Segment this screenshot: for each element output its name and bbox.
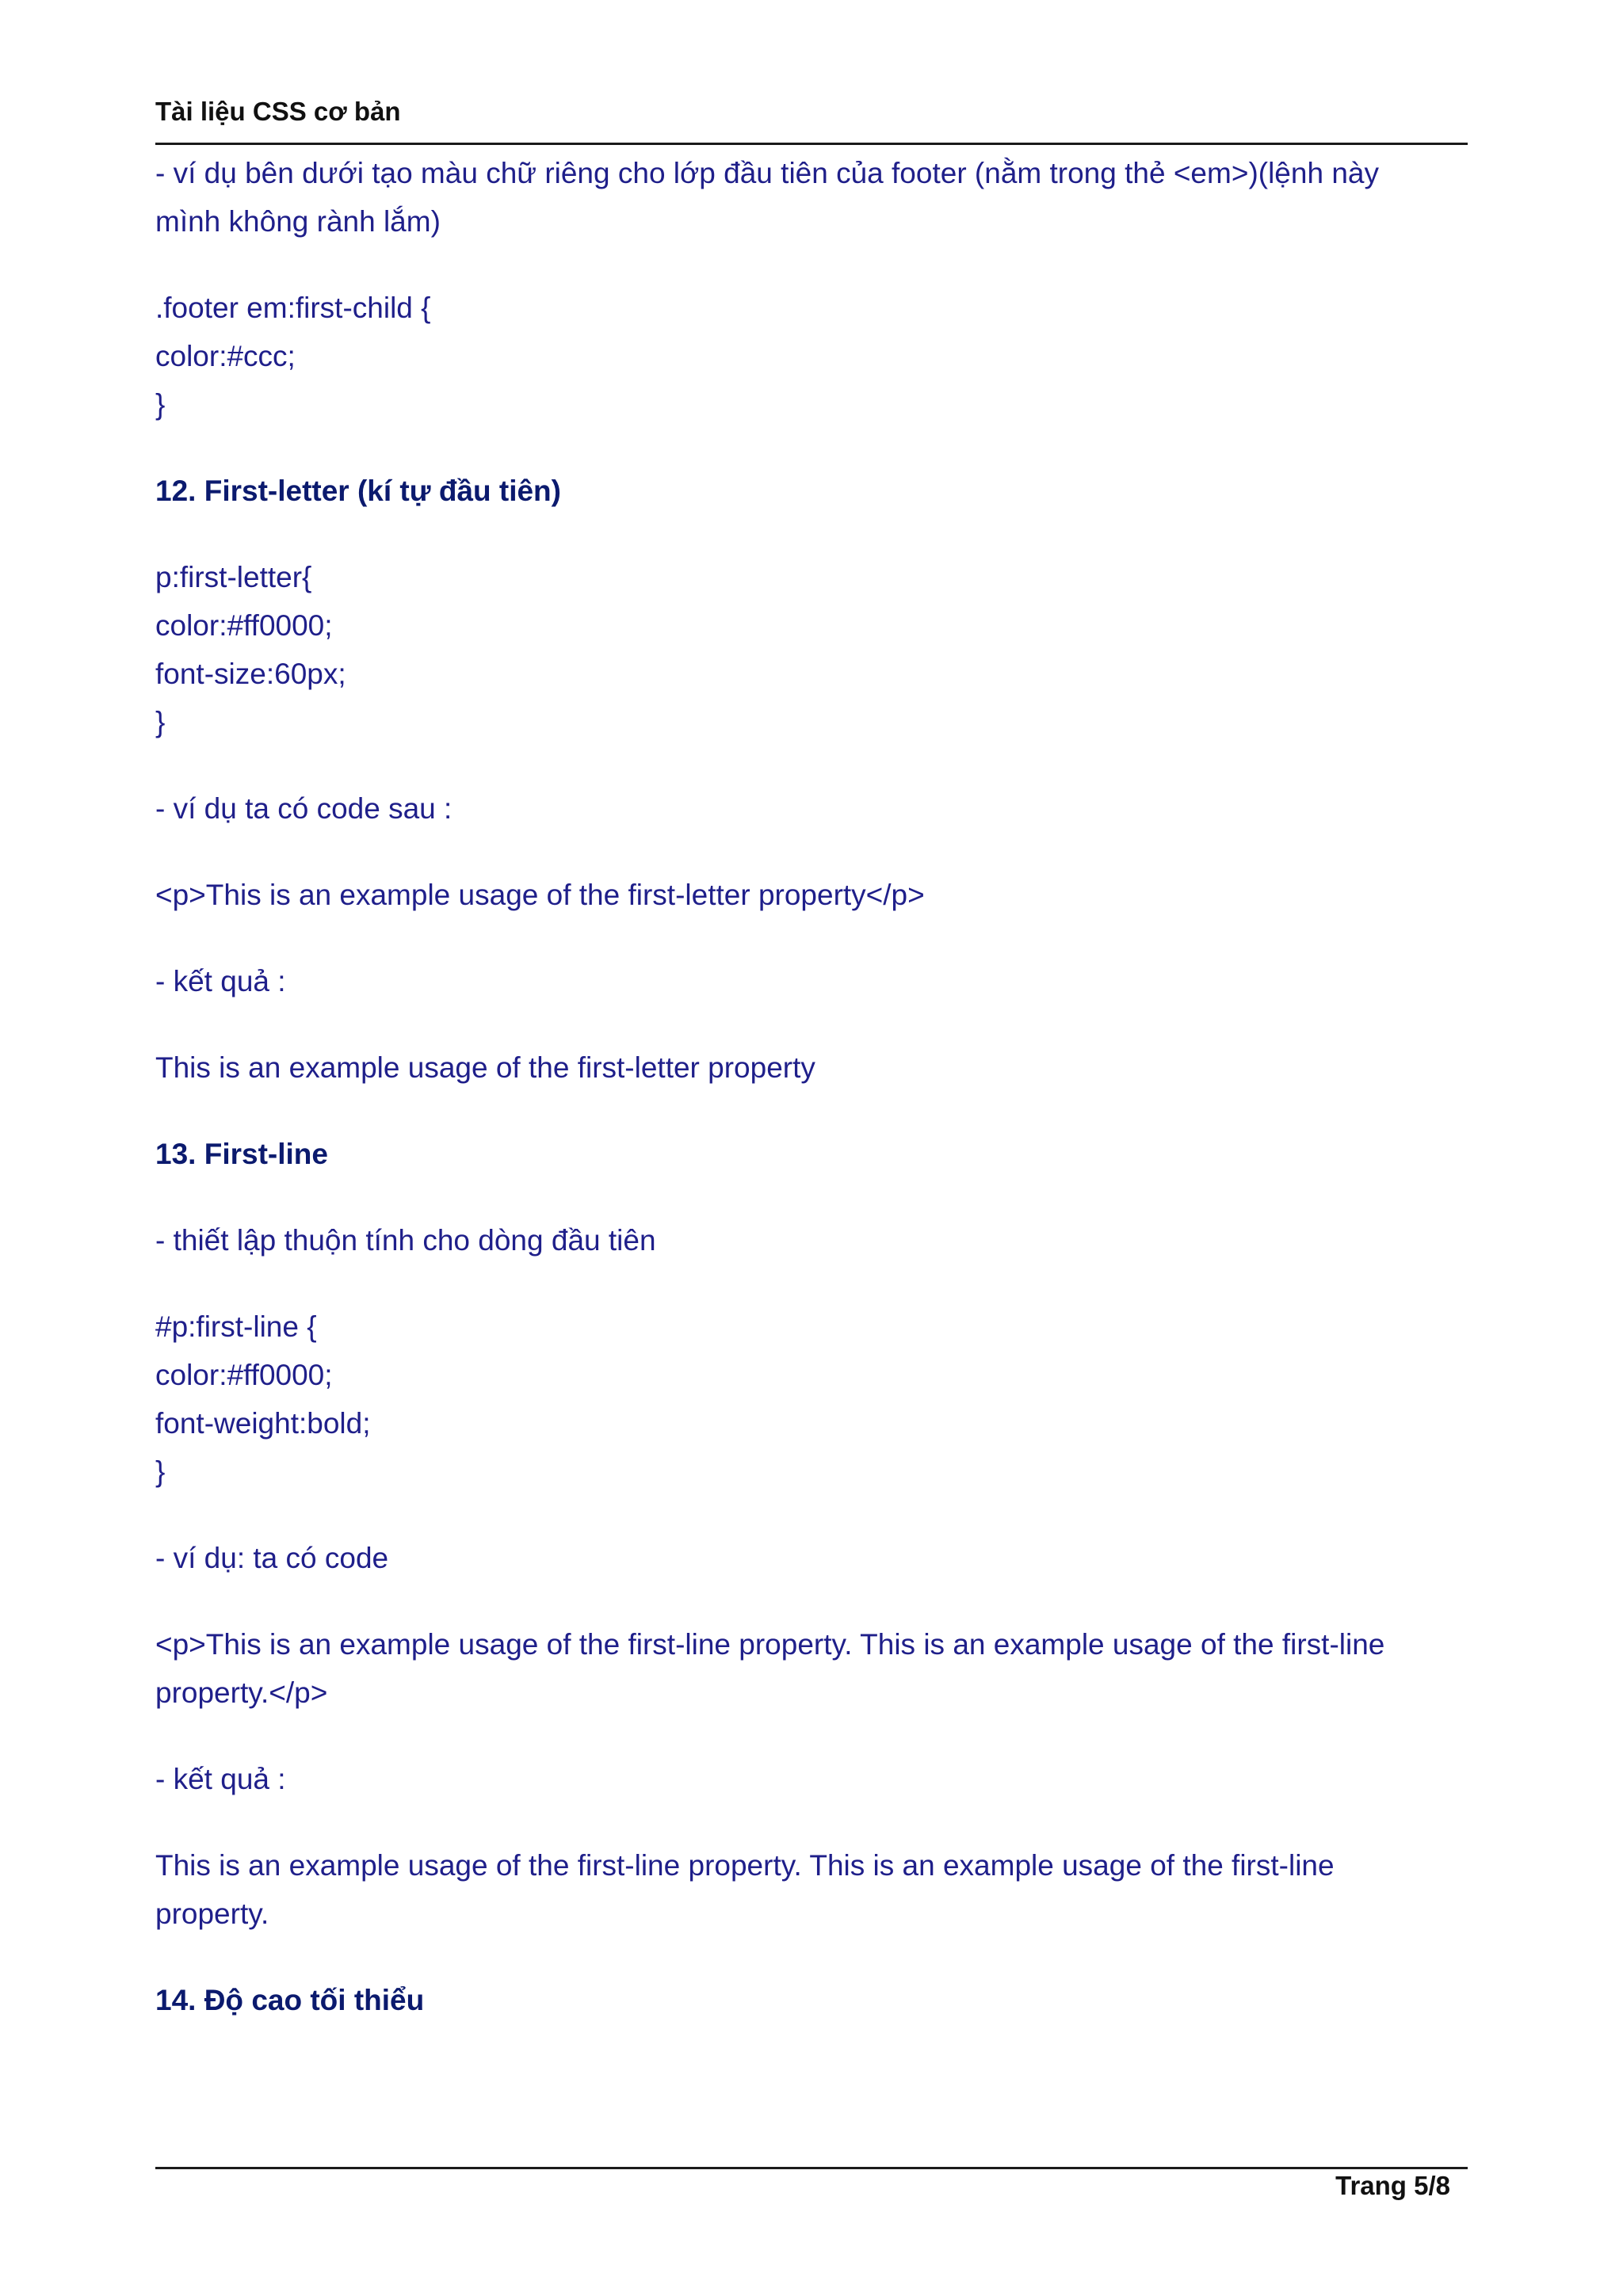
example-code-2-line-1: <p>This is an example usage of the first-line property. This is an example usage of the first-line — [155, 1628, 1385, 1661]
result-text-2-line-1: This is an example usage of the first-line property. This is an example usage of the first-line — [155, 1849, 1335, 1882]
code-block-2-line-1: p:first-letter{ — [155, 561, 312, 593]
intro-text-line-2: mình không rành lắm) — [155, 205, 441, 238]
code-block-1-line-1: .footer em:first-child { — [155, 292, 431, 324]
footer-divider — [155, 2167, 1468, 2169]
result-text-2-line-2: property. — [155, 1897, 269, 1930]
code-block-1-line-3: } — [155, 388, 166, 421]
code-block-3-line-1: #p:first-line { — [155, 1310, 317, 1343]
intro-text-line-1: - ví dụ bên dưới tạo màu chữ riêng cho lớp đầu tiên của footer (nằm trong thẻ <em>)(lệnh này — [155, 157, 1379, 189]
code-block-2-line-2: color:#ff0000; — [155, 609, 333, 642]
code-block-3-line-3: font-weight:bold; — [155, 1407, 371, 1440]
document-header-title: Tài liệu CSS cơ bản — [155, 97, 401, 126]
result-label-2: - kết quả : — [155, 1763, 286, 1795]
page-number: Trang 5/8 — [1335, 2171, 1450, 2200]
result-text-1: This is an example usage of the first-letter property — [155, 1051, 815, 1084]
example-code-2-line-2: property.</p> — [155, 1676, 328, 1709]
header-divider — [155, 143, 1468, 145]
code-block-2-line-3: font-size:60px; — [155, 658, 346, 690]
section-heading-13: 13. First-line — [155, 1138, 328, 1170]
code-block-3-line-2: color:#ff0000; — [155, 1359, 333, 1391]
section-heading-12: 12. First-letter (kí tự đầu tiên) — [155, 475, 561, 507]
code-block-1-line-2: color:#ccc; — [155, 340, 296, 372]
example-intro-text: - ví dụ ta có code sau : — [155, 792, 453, 825]
result-label-1: - kết quả : — [155, 965, 286, 997]
code-block-2-line-4: } — [155, 706, 166, 738]
example-code-line: <p>This is an example usage of the first-letter property</p> — [155, 879, 925, 911]
code-block-3-line-4: } — [155, 1455, 166, 1488]
example-intro-text-2: - ví dụ: ta có code — [155, 1542, 389, 1574]
section-heading-14: 14. Độ cao tối thiểu — [155, 1984, 425, 2016]
first-line-description: - thiết lập thuộn tính cho dòng đầu tiên — [155, 1224, 656, 1257]
